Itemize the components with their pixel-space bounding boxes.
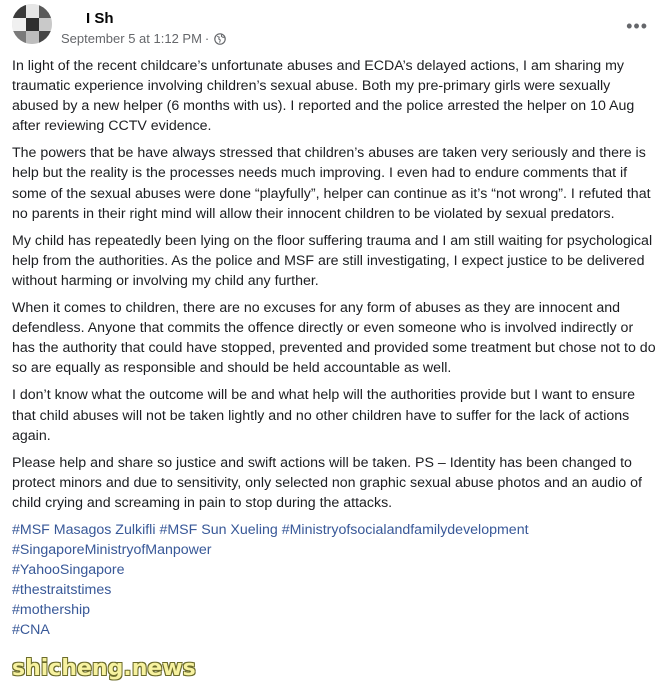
post-header xyxy=(12,4,658,52)
hashtag-link-partial[interactable]: #CNA xyxy=(12,621,50,638)
hashtag-list xyxy=(12,520,658,640)
post-paragraph: In light of the recent childcare’s unfortunate abuses and ECDA’s delayed actions, I am sharing my traumatic experience involving children’s sexual abuse. Both my pre-primary girls were sexually abused by a new helper (6 months with us). I reported and the police arrested the helper on 10 Aug after reviewing CCTV evidence. xyxy=(12,58,635,135)
author-name[interactable]: I Sh xyxy=(86,10,114,27)
post-paragraph: My child has repeatedly been lying on the floor suffering trauma and I am still waiting for psychological help from the authorities. As the police and MSF are still investigating, I expect justice to be delivered without harming or involving my child any further. xyxy=(12,232,653,289)
hashtag-line xyxy=(12,600,658,620)
hashtag-link[interactable]: #MSF Sun Xueling xyxy=(159,521,278,538)
hashtag-link[interactable]: #mothership xyxy=(12,601,91,618)
post-timestamp[interactable]: September 5 at 1:12 PM xyxy=(61,31,202,46)
avatar[interactable] xyxy=(12,4,52,44)
hashtag-link[interactable]: #SingaporeMinistryofManpower xyxy=(12,541,212,558)
meta-separator: · xyxy=(204,31,210,46)
post-paragraph: I don’t know what the outcome will be and what help will the authorities provide but I want to ensure that child abuses will not be taken lightly and no other children have to suffer for the lack of actions again. xyxy=(12,387,636,444)
hashtag-line xyxy=(12,560,658,580)
hashtag-link[interactable]: #MSF Masagos Zulkifli xyxy=(12,521,156,538)
post-meta xyxy=(61,31,226,46)
more-options-icon[interactable]: ••• xyxy=(626,16,648,36)
post-paragraph: Please help and share so justice and swift actions will be taken. PS – Identity has been changed to protect minors and due to sensitivity, only selected non graphic sexual abuse photos and an audio of child crying and screaming in pain to stop during the attacks. xyxy=(12,454,642,511)
hashtag-line xyxy=(12,620,658,640)
watermark: shicheng.news xyxy=(12,656,196,681)
hashtag-link[interactable]: #YahooSingapore xyxy=(12,561,125,578)
globe-icon xyxy=(214,33,226,45)
hashtag-link[interactable]: #Ministryofsocialandfamilydevelopment xyxy=(281,521,529,538)
hashtag-link[interactable]: #thestraitstimes xyxy=(12,581,112,598)
post-paragraph: When it comes to children, there are no excuses for any form of abuses as they are innocent and defendless. Anyone that commits the offence directly or even someone who is involved indirectly or has the authority that could have stopped, prevented and provided some treatment but chose not to do so are equally as responsible and should be held accountable as well. xyxy=(12,300,656,377)
hashtag-line xyxy=(12,540,658,560)
post-paragraph: The powers that be have always stressed that children’s abuses are taken very seriously and there is help but the reality is the processes needs much improving. I even had to endure comments that if some of the sexual abuses were done “playfully”, helper can continue as it’s “not wrong”. I refuted that no parents in their right mind will allow their innocent children to be violated by sexual predators. xyxy=(12,145,651,222)
hashtag-line xyxy=(12,580,658,600)
hashtag-line xyxy=(12,520,658,540)
post-body xyxy=(12,56,658,640)
